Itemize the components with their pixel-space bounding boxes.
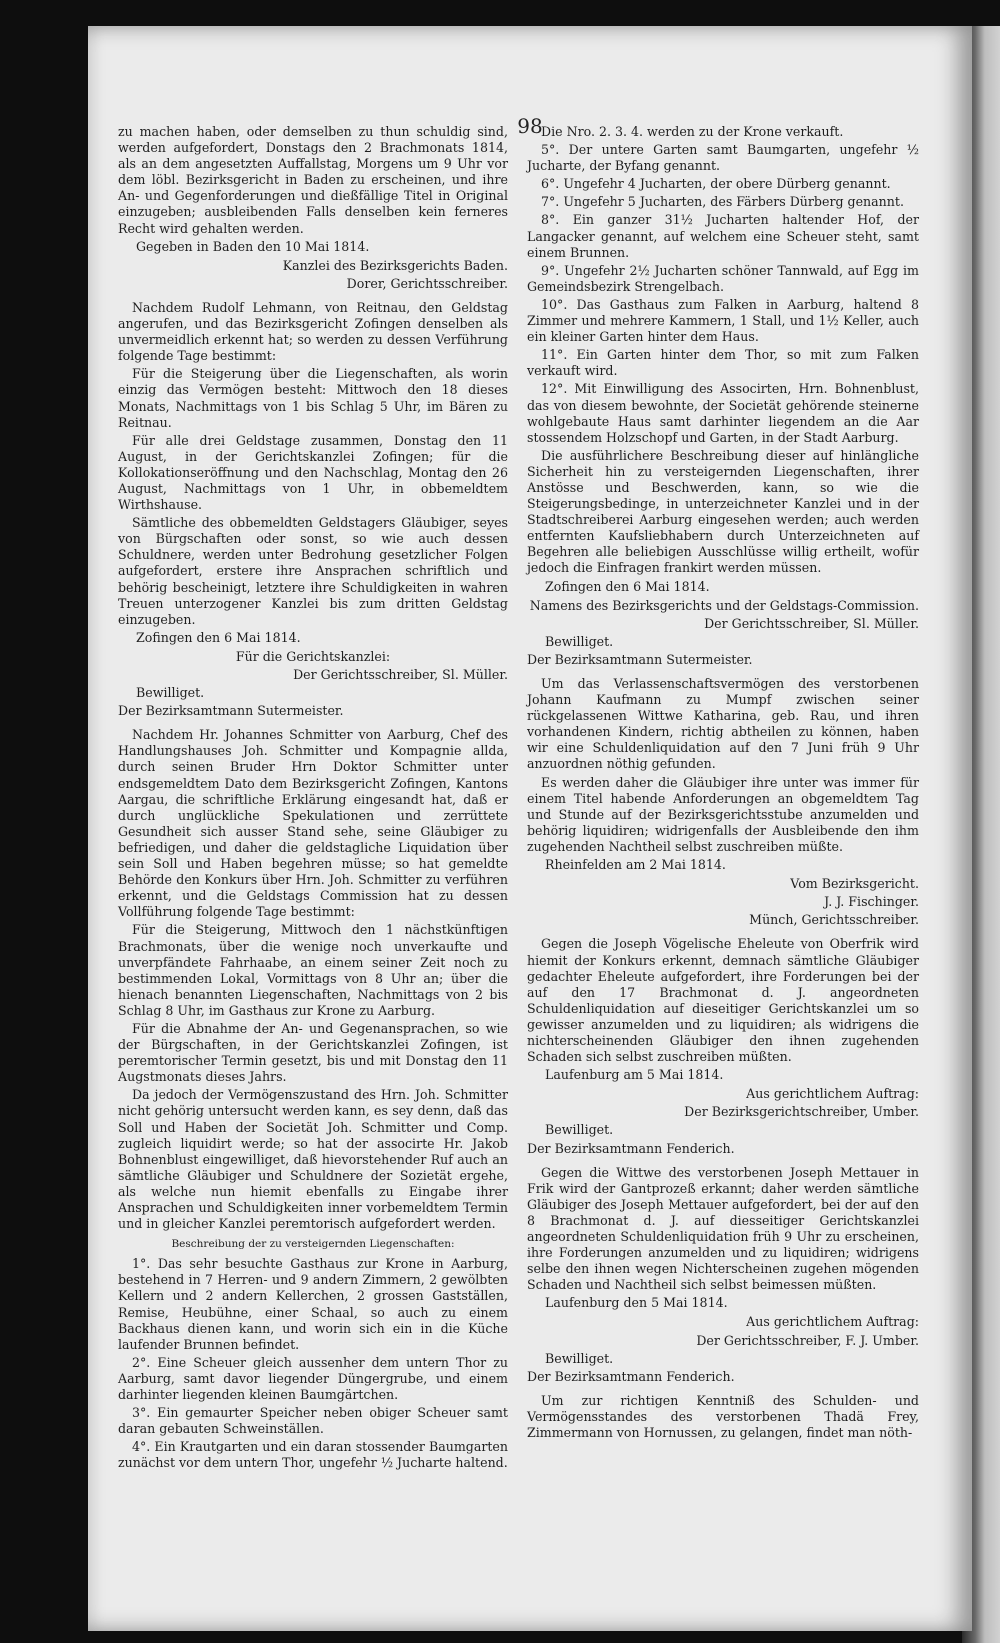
left-date-baden: Gegeben in Baden den 10 Mai 1814. (136, 238, 370, 254)
left-notice-schmitter-deadline: Für die Abnahme der An- und Gegenansprachen, so wie der Bürgschaften, in der Gerichtskanzlei Zofingen, ist peremtorischer Termin gesetzt, bis und mit Donstag den 11 Augstmonats dieses Jahrs. (118, 1020, 508, 1085)
left-approved: Bewilliget. (136, 685, 205, 701)
right-approved-3: Bewilliget. (545, 1350, 614, 1366)
left-column (118, 124, 508, 1474)
right-notice-kaufmann: Um das Verlassenschaftsvermögen des verstorbenen Johann Kaufmann zu Mumpf zwischen seiner rückgelassenen Wittwe Katharina, geb. Rau, und ihren vorhandenen Kindern, richtig abtheilen zu können, haben wir eine Schuldenliquidation auf den 7 Juni früh 9 Uhr anzuordnen nöthig gefunden. (527, 676, 919, 772)
right-property-12: 12°. Mit Einwilligung des Associrten, Hrn. Bohnenblust, das von diesem bewohnte, der Societät gehörende steinerne wohlgebaute Haus samt darhinter liegendem an die Aar stossendem Holzschopf und Garten, in der Stadt Aarburg. (527, 381, 919, 445)
right-signature-mueller: Der Gerichtsschreiber, Sl. Müller. (704, 615, 919, 631)
right-signature-court: Vom Bezirksgericht. (790, 876, 919, 892)
right-property-11: 11°. Ein Garten hinter dem Thor, so mit zum Falken verkauft wird. (527, 347, 919, 379)
left-notice-schmitter-auction: Für die Steigerung, Mittwoch den 1 nächstkünftigen Brachmonats, über die wenige noch unverkaufte und unverpfändete Fahrhaabe, an einem seiner Zeit noch zu bestimmenden Lokal, Vormittags von 8 Uhr an; über die hienach benannten Liegenschaften, Nachmittags von 2 bis Schlag 8 Uhr, im Gasthaus zur Krone zu Aarburg. (118, 922, 508, 1018)
right-approved-2: Bewilliget. (545, 1122, 614, 1138)
right-approved-1: Bewilliget. (545, 633, 614, 649)
left-notice-schmitter-society: Da jedoch der Vermögenszustand des Hrn. Joh. Schmitter nicht gehörig untersucht werden kann, es sey denn, daß das Soll und Haben der Societät Joh. Schmitter und Comp. zugleich liquidirt werde; so hat der associrte Hr. Jakob Bohnenblust eingewilliget, daß hievorstehender Ruf auch an sämtliche Gläubiger und Schuldnere der Sozietät ergehe, als welche nun hiemit ebenfalls zu Eingabe ihrer Ansprachen und Schuldigkeiten inner vorbemeldtem Termin und in gleicher Kanzlei peremtorisch aufgefordert werden. (118, 1087, 508, 1232)
right-property-9: 9°. Ungefehr 2½ Jucharten schöner Tannwald, auf Egg im Gemeindsbezirk Strengelbach. (527, 262, 919, 294)
right-property-8: 8°. Ein ganzer 31½ Jucharten haltender Hof, der Langacker genannt, auf welchem eine Scheuer steht, samt einem Brunnen. (527, 212, 919, 260)
right-signature-umber-2: Der Gerichtsschreiber, F. J. Umber. (696, 1332, 919, 1348)
left-property-2: 2°. Eine Scheuer gleich aussenher dem untern Thor zu Aarburg, samt davor liegender Düngergrube, und einem darhinter liegenden kleinen Baumgärtchen. (118, 1354, 508, 1403)
left-signature-mueller: Der Gerichtsschreiber, Sl. Müller. (293, 667, 508, 682)
left-paragraph-continuation: zu machen haben, oder demselben zu thun schuldig sind, werden aufgefordert, Donstags den 2 Brachmonats 1814, als an dem angesetzten Auffallstag, Morgens um 9 Uhr vor dem löbl. Bezirksgericht in Baden zu erscheinen, und ihre An- und Gegenforderungen und dießfällige Titel in Original einzugeben; ausbleibenden Falls denselben kein ferneres Recht wird gehalten werden. (118, 124, 508, 236)
right-signature-fischinger: J. J. Fischinger. (824, 894, 919, 910)
right-date-laufenburg-2: Laufenburg den 5 Mai 1814. (545, 1295, 728, 1311)
right-property-6: 6°. Ungefehr 4 Jucharten, der obere Dürberg genannt. (541, 176, 891, 192)
right-notice-frey: Um zur richtigen Kenntniß des Schulden- und Vermögensstandes des verstorbenen Thadä Frey, Zimmermann von Hornussen, zu gelangen, findet man nöth- (527, 1392, 919, 1441)
right-signature-umber-1: Der Bezirksgerichtschreiber, Umber. (684, 1104, 919, 1120)
page-number: 98 (517, 114, 543, 138)
left-property-heading: Beschreibung der zu versteigernden Liegenschaften: (171, 1238, 455, 1251)
right-description-note: Die ausführlichere Beschreibung dieser auf hinlängliche Sicherheit hin zu versteigernden Liegenschaften, ihrer Anstösse und Beschwerden, kann, so wie die Steigerungsbedinge, in unterzeichneter Kanzlei und in der Stadtschreiberei Aarburg eingesehen werden; auch werden entfernten Kaufsliebhabern durch Unterzeichneten auf Begehren alle beliebigen Ausschlüsse willig ertheilt, wofür jedoch die Einfragen frankirt werden müssen. (527, 447, 919, 576)
left-signature-chancery: Für die Gerichtskanzlei: (235, 648, 391, 664)
right-approved-official-2: Der Bezirksamtmann Fenderich. (527, 1140, 735, 1156)
right-column (527, 124, 919, 1443)
right-date-laufenburg-1: Laufenburg am 5 Mai 1814. (545, 1067, 724, 1083)
right-property-7: 7°. Ungefehr 5 Jucharten, des Färbers Dürberg genannt. (541, 194, 904, 210)
left-property-3: 3°. Ein gemaurter Speicher neben obiger Scheuer samt daran gebauten Schweinställen. (118, 1405, 508, 1437)
left-approved-official: Der Bezirksamtmann Sutermeister. (118, 703, 344, 719)
right-signature-order-2: Aus gerichtlichem Auftrag: (746, 1314, 919, 1330)
right-date-zofingen: Zofingen den 6 Mai 1814. (545, 578, 710, 594)
right-approved-official-3: Der Bezirksamtmann Fenderich. (527, 1368, 735, 1384)
right-property-5: 5°. Der untere Garten samt Baumgarten, ungefehr ½ Jucharte, der Byfang genannt. (527, 142, 919, 174)
left-notice-lehmann: Nachdem Rudolf Lehmann, von Reitnau, den Geldstag angerufen, und das Bezirksgericht Zofingen denselben als unvermeidlich erkennt hat; so werden zu dessen Verführung folgende Tage bestimmt: (118, 299, 508, 364)
right-property-note: Die Nro. 2. 3. 4. werden zu der Krone verkauft. (541, 124, 844, 139)
left-property-4: 4°. Ein Krautgarten und ein daran stossender Baumgarten zunächst vor dem untern Thor, ungefehr ½ Jucharte haltend. (118, 1439, 508, 1471)
left-notice-lehmann-creditors: Sämtliche des obbemeldten Geldstagers Gläubiger, seyes von Bürgschaften oder sonst, so wie auch dessen Schuldnere, werden unter Bedrohung gesetzlicher Folgen aufgefordert, erstere ihre Ansprachen schriftlich und behörig bescheinigt, letztere ihre Schuldigkeiten in wahren Treuen unterzogener Kanzlei bis zum dritten Geldstag einzugeben. (118, 515, 508, 627)
right-notice-voegel: Gegen die Joseph Vögelische Eheleute von Oberfrik wird hiemit der Konkurs erkennt, demnach sämtliche Gläubiger gedachter Eheleute aufgefordert, ihre Forderungen bei der auf den 17 Brachmonat d. J. angeordneten Schuldenliquidation auf dieseitiger Gerichtskanzlei um so gewisser anzumelden und zu liquidiren; als widrigens die nichterscheinenden Gläubiger den ihnen zugehenden Schaden sich selbst zuschreiben müßten. (527, 936, 919, 1065)
right-property-10: 10°. Das Gasthaus zum Falken in Aarburg, haltend 8 Zimmer und mehrere Kammern, 1 Stall, und 1½ Keller, auch ein kleiner Garten hinter dem Haus. (527, 296, 919, 345)
right-notice-mettauer: Gegen die Wittwe des verstorbenen Joseph Mettauer in Frik wird der Gantprozeß erkannt; daher werden sämtliche Gläubiger des Joseph Mettauer aufgefordert, bei der auf den 8 Brachmonat d. J. auf diesseitiger Gerichtskanzlei angeordneten Schuldenliquidation früh 9 Uhr zu erscheinen, ihre Forderungen anzumelden und zu liquidiren; widrigens selbe den ihnen wegen Nichterscheinen zugehen mögenden Schaden und Nachtheil sich selbst beimessen müßten. (527, 1164, 919, 1293)
right-signature-order-1: Aus gerichtlichem Auftrag: (746, 1086, 919, 1102)
right-notice-kaufmann-creditors: Es werden daher die Gläubiger ihre unter was immer für einem Titel habende Anforderungen an obgemeldtem Tag und Stunde auf der Bezirksgerichtsstube anzumelden und behörig liquidiren; widrigenfalls der Ausbleibende den ihm zugehenden Nachtheil selbst zuschreiben müßte. (527, 774, 919, 854)
left-notice-schmitter: Nachdem Hr. Johannes Schmitter von Aarburg, Chef des Handlungshauses Joh. Schmitter und Kompagnie allda, durch seinen Bruder Hrn Doktor Schmitter unter endsgemeldtem Dato dem Bezirksgericht Zofingen, Kantons Aargau, die schriftliche Erklärung eingesandt hat, daß er durch unglückliche Spekulationen und zerrüttete Gesundheit sich ausser Stand sehe, seine Gläubiger zu befriedigen, und daher die geldstagliche Liquidation über sein Soll und Haben begehren müsse; so hat gemeldte Behörde den Konkurs über Hrn. Joh. Schmitter zu verführen erkennt, und die Geldstags Commission hat zu dessen Vollführung folgende Tage bestimmt: (118, 727, 508, 920)
left-property-1: 1°. Das sehr besuchte Gasthaus zur Krone in Aarburg, bestehend in 7 Herren- und 9 andern Zimmern, 2 gewölbten Kellern und 2 andern Kellerchen, 2 grossen Gastställen, Remise, Heubühne, einer Schaal, so auch zu einem Backhaus dienen kann, und worin sich ein in die Küche laufender Brunnen befindet. (118, 1256, 508, 1352)
left-signature-office: Kanzlei des Bezirksgerichts Baden. (282, 257, 508, 273)
right-signature-muench: Münch, Gerichtsschreiber. (749, 912, 919, 928)
left-date-zofingen: Zofingen den 6 Mai 1814. (136, 629, 301, 645)
left-notice-lehmann-dates: Für alle drei Geldstage zusammen, Donstag den 11 August, in der Gerichtskanzlei Zofingen; für die Kollokationseröffnung und den Nachschlag, Montag den 26 August, Nachmittags von 1 Uhr, in obbemeldtem Wirthshause. (118, 432, 508, 513)
right-signature-commission: Namens des Bezirksgerichts und der Geldstags-Commission. (529, 597, 919, 613)
right-date-rheinfelden: Rheinfelden am 2 Mai 1814. (545, 857, 726, 873)
left-notice-lehmann-auction: Für die Steigerung über die Liegenschaften, als worin einzig das Vermögen besteht: Mittwoch den 18 dieses Monats, Nachmittags von 1 bis Schlag 5 Uhr, im Bären zu Reitnau. (118, 366, 508, 430)
right-approved-official-1: Der Bezirksamtmann Sutermeister. (527, 651, 753, 667)
left-signature-clerk: Dorer, Gerichtsschreiber. (346, 275, 508, 291)
